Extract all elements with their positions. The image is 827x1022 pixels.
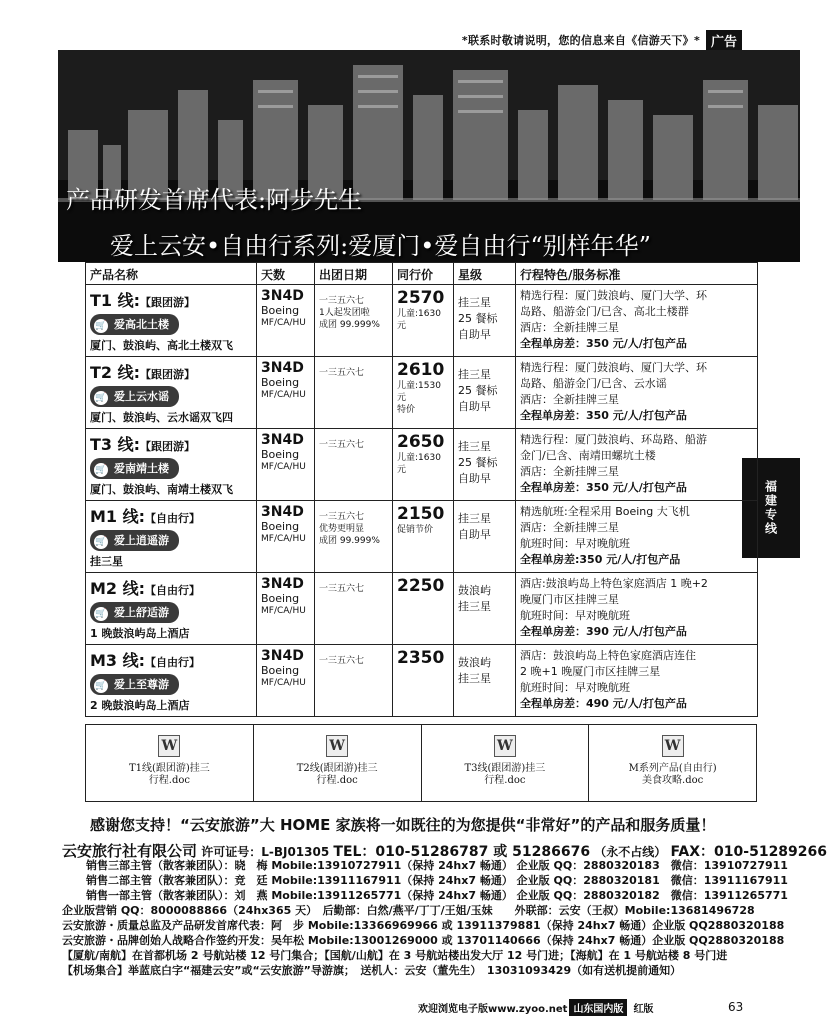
word-doc-icon: W	[326, 735, 348, 757]
standard-line: 酒店：全新挂牌三星	[520, 393, 619, 406]
star-level: 鼓浪屿	[458, 584, 491, 597]
doc-name: T2线(跟团游)挂三	[296, 763, 378, 774]
pill-label: 爱南靖土楼	[114, 462, 169, 475]
breakfast: 自助早	[458, 328, 491, 341]
table-row	[86, 429, 758, 501]
line-code: M3 线:	[90, 651, 146, 670]
product-pill	[90, 314, 179, 335]
standard-cell	[516, 645, 758, 717]
doc-name: T3线(跟团游)挂三	[464, 763, 546, 774]
page-number: 63	[728, 1000, 744, 1014]
star-cell	[454, 573, 516, 645]
route-text: 1 晚鼓浪屿岛上酒店	[90, 627, 190, 640]
standard-line: 全程单房差：350 元/人/打包产品	[520, 409, 687, 422]
price-value: 2250	[397, 576, 445, 596]
days-value: 3N4D	[261, 288, 304, 304]
route-text: 厦门、鼓浪屿、高北土楼双飞	[90, 339, 233, 352]
contact-line: 云安旅游・质量总监及产品研发首席代表：阿 步 Mobile:13366969966 或 13911379881（保持 24hx7 畅通）企业版 QQ2880320188	[62, 919, 785, 932]
price-cell	[393, 573, 454, 645]
hero-title-representative: 产品研发首席代表:阿步先生	[66, 186, 363, 214]
days-cell	[257, 357, 315, 429]
airlines: MF/CA/HU	[261, 606, 306, 616]
standard-line: 全程单房差:350 元/人/打包产品	[520, 553, 681, 566]
plane-type: Boeing	[261, 664, 300, 677]
meal-standard: 挂三星	[458, 672, 491, 685]
side-tab-fujian: 福建专线	[742, 458, 800, 558]
standard-cell	[516, 429, 758, 501]
standard-line: 精选行程：厦门鼓浪屿、厦门大学、环	[520, 289, 707, 302]
route-text: 厦门、鼓浪屿、云水谣双飞四	[90, 411, 233, 424]
days-cell	[257, 285, 315, 357]
star-cell	[454, 357, 516, 429]
contact-line: 云安旅游・品牌创始人战略合作签约开发：吴年松 Mobile:13001269000 或 13701140666（保持 24hx7 畅通）企业版 QQ2880320188	[62, 934, 785, 947]
plane-type: Boeing	[261, 304, 300, 317]
date-note: 成团 99.999%	[319, 536, 380, 546]
star-level: 挂三星	[458, 512, 491, 525]
cart-icon: 🛒	[95, 321, 107, 331]
date-cell	[315, 573, 393, 645]
standard-line: 酒店：全新挂牌三星	[520, 465, 619, 478]
line-code: T3 线:	[90, 435, 141, 454]
line-code: M1 线:	[90, 507, 146, 526]
breakfast: 自助早	[458, 400, 491, 413]
pill-label: 爱上舒适游	[114, 606, 169, 619]
attachment-doc[interactable]	[589, 725, 756, 801]
price-note: 儿童:1630	[397, 453, 441, 463]
footer-edition: 红版	[633, 1003, 654, 1015]
product-pill	[90, 674, 179, 695]
word-doc-icon: W	[494, 735, 516, 757]
tour-type: 【自由行】	[145, 656, 201, 669]
date-note: 1人起发团啦	[319, 308, 370, 318]
contact-line: 销售三部主管（散客兼团队）：晓 梅 Mobile:13910727911（保持 24hx7 畅通） 企业版 QQ：2880320183 微信：13910727911	[86, 859, 788, 872]
price-cell	[393, 357, 454, 429]
price-value: 2650	[397, 432, 445, 452]
price-note: 特价	[397, 405, 416, 415]
tour-type: 【跟团游】	[140, 296, 196, 309]
doc-name: 行程.doc	[148, 775, 190, 786]
product-cell	[86, 501, 257, 573]
contact-list	[62, 858, 788, 978]
doc-name: M系列产品(自由行)	[628, 763, 717, 774]
price-cell	[393, 429, 454, 501]
doc-name: 美食攻略.doc	[642, 775, 704, 786]
price-note: 儿童:1530	[397, 381, 441, 391]
top-note-bar	[0, 30, 800, 52]
price-note: 元	[397, 465, 407, 475]
product-cell	[86, 429, 257, 501]
date-cell	[315, 645, 393, 717]
meal-standard: 25 餐标	[458, 384, 498, 397]
route-text: 厦门、鼓浪屿、南靖土楼双飞	[90, 483, 233, 496]
plane-type: Boeing	[261, 376, 300, 389]
product-cell	[86, 645, 257, 717]
days-cell	[257, 645, 315, 717]
standard-line: 岛路、船游金门/已含、云水谣	[520, 377, 667, 390]
tour-type: 【自由行】	[145, 584, 201, 597]
license-number: 许可证号：L-BJ01305	[201, 845, 330, 859]
price-value: 2610	[397, 360, 445, 380]
table-row	[86, 357, 758, 429]
standard-line: 精选行程：厦门鼓浪屿、厦门大学、环	[520, 361, 707, 374]
plane-type: Boeing	[261, 592, 300, 605]
contact-line: 销售二部主管（散客兼团队）：竞 廷 Mobile:13911167911（保持 24hx7 畅通） 企业版 QQ：2880320181 微信：13911167911	[86, 874, 788, 887]
star-level: 鼓浪屿	[458, 656, 491, 669]
days-value: 3N4D	[261, 432, 304, 448]
departure-days: 一三五六七	[319, 656, 365, 666]
price-note: 元	[397, 321, 407, 331]
footer-website: 欢迎浏览电子版www.zyoo.net	[418, 1003, 568, 1015]
attachment-doc[interactable]	[254, 725, 422, 801]
departure-days: 一三五六七	[319, 296, 365, 306]
star-level: 挂三星	[458, 296, 491, 309]
date-cell	[315, 285, 393, 357]
standard-line: 酒店:鼓浪屿岛上特色家庭酒店 1 晚+2	[520, 577, 708, 590]
table-row	[86, 285, 758, 357]
company-name: 云安旅行社有限公司	[62, 842, 198, 860]
airlines: MF/CA/HU	[261, 390, 306, 400]
star-level: 挂三星	[458, 368, 491, 381]
standard-line: 酒店：全新挂牌三星	[520, 321, 619, 334]
departure-days: 一三五六七	[319, 440, 365, 450]
product-cell	[86, 573, 257, 645]
standard-line: 全程单房差：350 元/人/打包产品	[520, 337, 687, 350]
tour-type: 【跟团游】	[140, 440, 196, 453]
star-cell	[454, 645, 516, 717]
plane-type: Boeing	[261, 520, 300, 533]
standard-line: 2 晚+1 晚厦门市区挂牌三星	[520, 665, 661, 678]
doc-name: T1线(跟团游)挂三	[128, 763, 210, 774]
standard-line: 全程单房差：490 元/人/打包产品	[520, 697, 687, 710]
date-note: 优势更明显	[319, 524, 365, 534]
standard-line: 航班时间：早对晚航班	[520, 609, 630, 622]
days-value: 3N4D	[261, 648, 304, 664]
days-cell	[257, 573, 315, 645]
date-cell	[315, 501, 393, 573]
standard-line: 精选行程：厦门鼓浪屿、环岛路、船游	[520, 433, 707, 446]
cart-icon: 🛒	[95, 393, 107, 403]
fax: FAX：010-51289266	[670, 844, 827, 860]
price-value: 2570	[397, 288, 445, 308]
price-note: 元	[397, 393, 407, 403]
cart-icon: 🛒	[95, 537, 107, 547]
price-note: 儿童:1630	[397, 309, 441, 319]
standard-line: 金门/已含、南靖田螺坑土楼	[520, 449, 656, 462]
contact-line: 企业版营销 QQ：8000088866（24hx365 天） 后勤部：白然/燕平/丁丁/王姐/玉妹 外联部：云安（王叔）Mobile:13681496728	[62, 904, 755, 917]
column-header: 同行价	[393, 263, 454, 285]
standard-cell	[516, 357, 758, 429]
star-level: 挂三星	[458, 440, 491, 453]
meal-standard: 自助早	[458, 528, 491, 541]
column-header: 产品名称	[86, 263, 257, 285]
standard-line: 晚厦门市区挂牌三星	[520, 593, 619, 606]
standard-cell	[516, 501, 758, 573]
cart-icon: 🛒	[95, 465, 107, 475]
word-doc-icon: W	[158, 735, 180, 757]
pill-label: 爱上至尊游	[114, 678, 169, 691]
column-header: 出团日期	[315, 263, 393, 285]
days-value: 3N4D	[261, 360, 304, 376]
price-value: 2150	[397, 504, 445, 524]
cart-icon: 🛒	[95, 609, 107, 619]
days-value: 3N4D	[261, 576, 304, 592]
departure-days: 一三五六七	[319, 368, 365, 378]
plane-type: Boeing	[261, 448, 300, 461]
price-note: 促销节价	[397, 525, 434, 535]
meal-standard: 挂三星	[458, 600, 491, 613]
airlines: MF/CA/HU	[261, 462, 306, 472]
product-pill	[90, 602, 179, 623]
price-value: 2350	[397, 648, 445, 668]
meal-standard: 25 餐标	[458, 312, 498, 325]
product-cell	[86, 357, 257, 429]
route-text: 2 晚鼓浪屿岛上酒店	[90, 699, 190, 712]
product-pill	[90, 458, 179, 479]
standard-cell	[516, 573, 758, 645]
airlines: MF/CA/HU	[261, 318, 306, 328]
footer-edition-block: 山东国内版	[569, 999, 627, 1016]
attachment-doc[interactable]	[86, 725, 254, 801]
column-header: 星级	[454, 263, 516, 285]
cart-icon: 🛒	[95, 681, 107, 691]
star-cell	[454, 285, 516, 357]
line-code: M2 线:	[90, 579, 146, 598]
hero-banner	[58, 50, 800, 262]
date-note: 成团 99.999%	[319, 320, 380, 330]
table-row	[86, 573, 758, 645]
telephone-note: （永不占线）	[594, 845, 667, 859]
meal-standard: 25 餐标	[458, 456, 498, 469]
table-row	[86, 501, 758, 573]
hero-title-series: 爱上云安•自由行系列:爱厦门•爱自由行“别样年华”	[110, 232, 651, 260]
footer	[418, 999, 653, 1015]
standard-line: 全程单房差：350 元/人/打包产品	[520, 481, 687, 494]
breakfast: 自助早	[458, 472, 491, 485]
word-doc-icon: W	[662, 735, 684, 757]
product-pill	[90, 386, 179, 407]
standard-line: 精选航班:全程采用 Boeing 大飞机	[520, 505, 690, 518]
tour-type: 【跟团游】	[140, 368, 196, 381]
table-header-row	[86, 263, 758, 285]
line-code: T2 线:	[90, 363, 141, 382]
star-cell	[454, 501, 516, 573]
column-header: 天数	[257, 263, 315, 285]
telephone: TEL：010-51286787 或 51286676	[333, 844, 591, 860]
price-cell	[393, 285, 454, 357]
pill-label: 爱上逍遥游	[114, 534, 169, 547]
product-pill	[90, 530, 179, 551]
days-cell	[257, 429, 315, 501]
attachments-bar	[85, 724, 757, 802]
attachment-doc[interactable]	[422, 725, 590, 801]
standard-line: 酒店：鼓浪屿岛上特色家庭酒店连住	[520, 649, 696, 662]
doc-name: 行程.doc	[316, 775, 358, 786]
days-value: 3N4D	[261, 504, 304, 520]
airlines: MF/CA/HU	[261, 534, 306, 544]
star-cell	[454, 429, 516, 501]
pill-label: 爱高北土楼	[114, 318, 169, 331]
ad-label: 广告	[706, 30, 742, 51]
date-cell	[315, 357, 393, 429]
departure-days: 一三五六七	[319, 512, 365, 522]
product-table	[85, 262, 758, 717]
thanks-message: 感谢您支持！“云安旅游”大 HOME 家族将一如既往的为您提供“非常好”的产品和服务质量！	[90, 816, 716, 834]
standard-line: 岛路、船游金门/已含、高北土楼群	[520, 305, 689, 318]
contact-line: 【厦航/南航】在首都机场 2 号航站楼 12 号门集合；【国航/山航】在 3 号航站楼出发大厅 12 号门进；【海航】在 1 号航站楼 8 号门进	[62, 949, 728, 962]
pill-label: 爱上云水谣	[114, 390, 169, 403]
contact-line: 销售一部主管（散客兼团队）：刘 燕 Mobile:13911265771（保持 24hx7 畅通） 企业版 QQ：2880320182 微信：13911265771	[86, 889, 788, 902]
standard-line: 酒店：全新挂牌三星	[520, 521, 619, 534]
tour-type: 【自由行】	[145, 512, 201, 525]
days-cell	[257, 501, 315, 573]
source-note: *联系时敬请说明，您的信息来自《信游天下》*	[461, 34, 700, 47]
doc-name: 行程.doc	[484, 775, 526, 786]
route-text: 挂三星	[90, 555, 123, 568]
product-cell	[86, 285, 257, 357]
line-code: T1 线:	[90, 291, 141, 310]
date-cell	[315, 429, 393, 501]
standard-cell	[516, 285, 758, 357]
price-cell	[393, 501, 454, 573]
column-header: 行程特色/服务标准	[516, 263, 758, 285]
table-row	[86, 645, 758, 717]
price-cell	[393, 645, 454, 717]
contact-line: 【机场集合】举蓝底白字“福建云安”或“云安旅游”导游旗； 送机人：云安（董先生） 13031093429（如有送机提前通知）	[62, 964, 682, 977]
departure-days: 一三五六七	[319, 584, 365, 594]
standard-line: 全程单房差：390 元/人/打包产品	[520, 625, 687, 638]
standard-line: 航班时间：早对晚航班	[520, 537, 630, 550]
airlines: MF/CA/HU	[261, 678, 306, 688]
standard-line: 航班时间：早对晚航班	[520, 681, 630, 694]
